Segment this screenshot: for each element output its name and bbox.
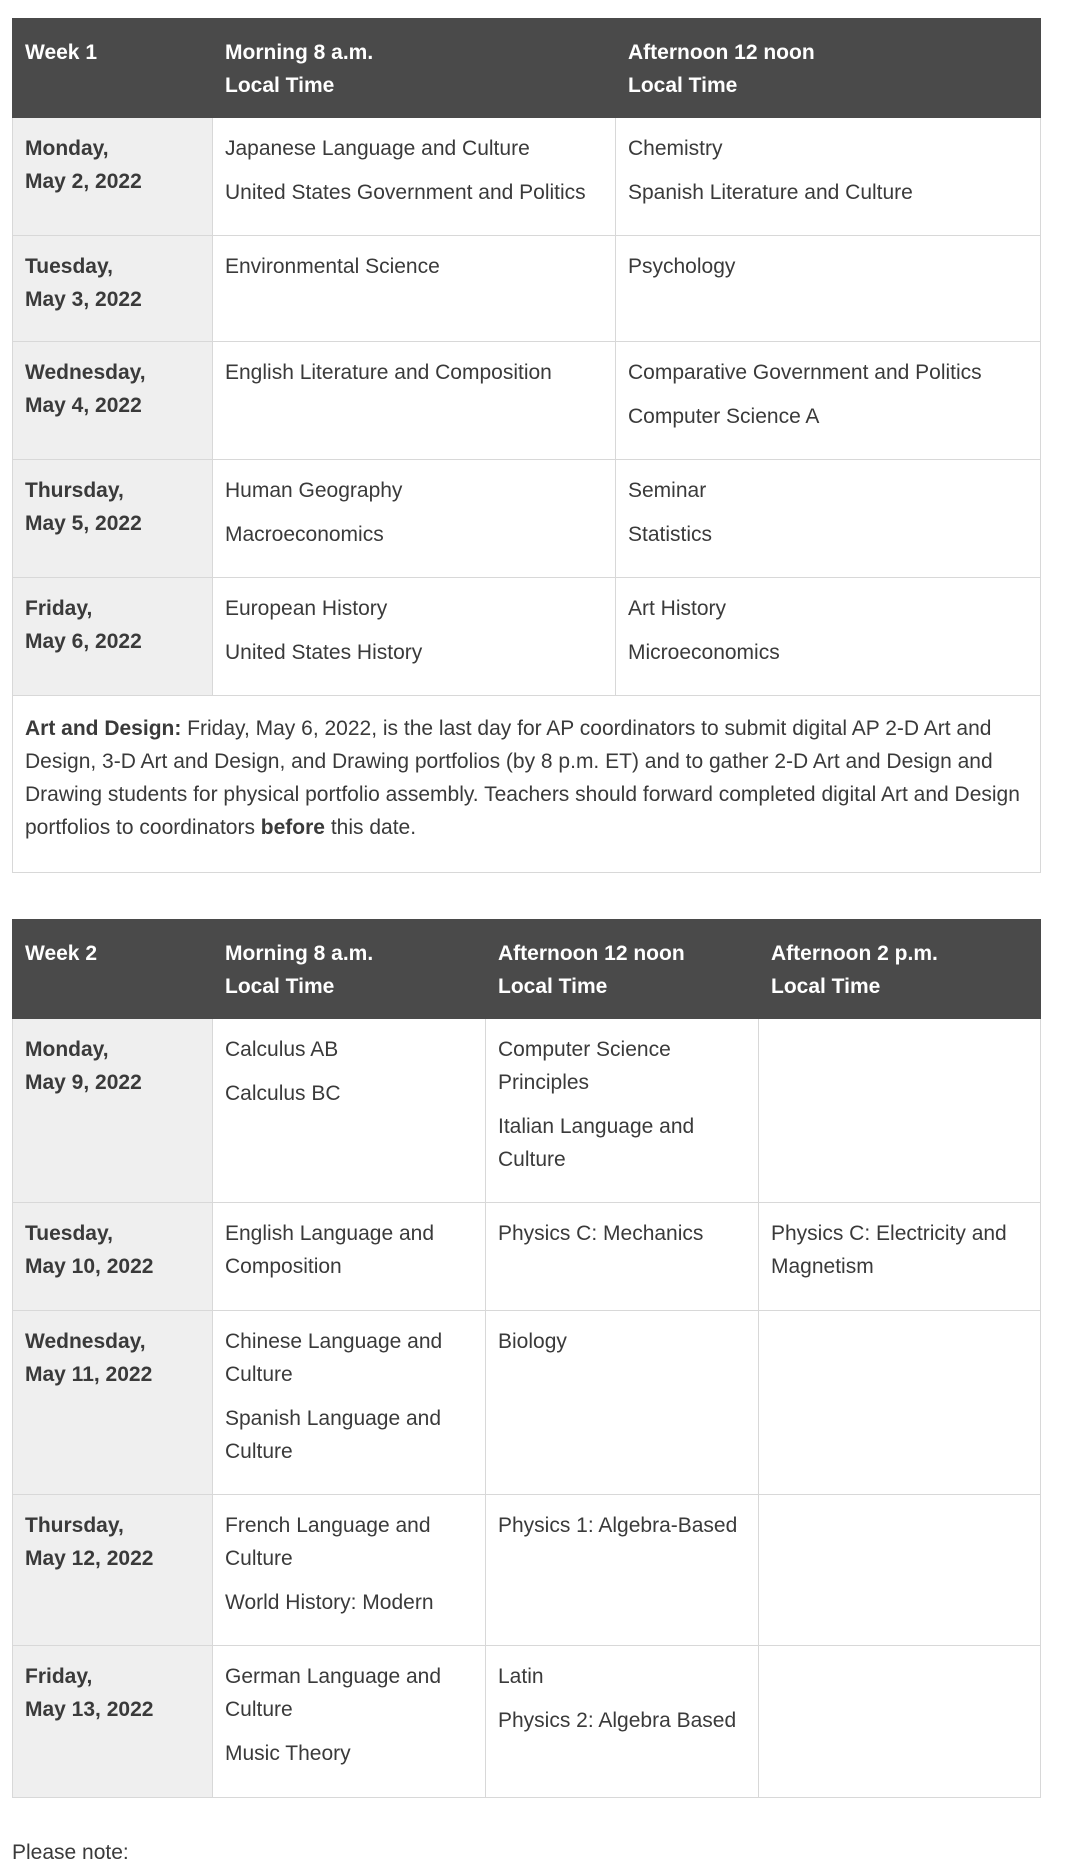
week2-header-row <box>13 920 1041 1019</box>
morning-cell: Human Geography Macroeconomics <box>213 460 616 578</box>
table-row <box>13 578 1041 696</box>
afternoon-cell: Seminar Statistics <box>616 460 1041 578</box>
week2-header-noon: Afternoon 12 noon Local Time <box>486 920 759 1019</box>
day-cell: Tuesday, May 10, 2022 <box>13 1203 213 1311</box>
two-pm-cell <box>759 1646 1041 1798</box>
two-pm-cell <box>759 1495 1041 1646</box>
day-cell: Thursday, May 12, 2022 <box>13 1495 213 1646</box>
afternoon-cell: Art History Microeconomics <box>616 578 1041 696</box>
day-cell: Monday, May 2, 2022 <box>13 118 213 236</box>
noon-cell: Computer Science Principles Italian Language and Culture <box>486 1019 759 1203</box>
two-pm-cell: Physics C: Electricity and Magnetism <box>759 1203 1041 1311</box>
table-row <box>13 1495 1041 1646</box>
table-row <box>13 1311 1041 1495</box>
week2-header-morning: Morning 8 a.m. Local Time <box>213 920 486 1019</box>
two-pm-cell <box>759 1311 1041 1495</box>
day-cell: Thursday, May 5, 2022 <box>13 460 213 578</box>
afternoon-cell: Chemistry Spanish Literature and Culture <box>616 118 1041 236</box>
noon-cell: Biology <box>486 1311 759 1495</box>
two-pm-cell <box>759 1019 1041 1203</box>
week2-header-two-pm: Afternoon 2 p.m. Local Time <box>759 920 1041 1019</box>
morning-cell: English Language and Composition <box>213 1203 486 1311</box>
day-cell: Wednesday, May 11, 2022 <box>13 1311 213 1495</box>
morning-cell: German Language and Culture Music Theory <box>213 1646 486 1798</box>
morning-cell: Chinese Language and Culture Spanish Language and Culture <box>213 1311 486 1495</box>
table-row <box>13 1203 1041 1311</box>
day-cell: Friday, May 6, 2022 <box>13 578 213 696</box>
noon-cell: Latin Physics 2: Algebra Based <box>486 1646 759 1798</box>
afternoon-cell: Psychology <box>616 236 1041 342</box>
table-row <box>13 460 1041 578</box>
morning-cell: French Language and Culture World History: Modern <box>213 1495 486 1646</box>
table-row <box>13 118 1041 236</box>
day-cell: Friday, May 13, 2022 <box>13 1646 213 1798</box>
week1-header-afternoon: Afternoon 12 noon Local Time <box>616 19 1041 118</box>
morning-cell: European History United States History <box>213 578 616 696</box>
week1-header-row <box>13 19 1041 118</box>
art-design-note-row <box>13 696 1041 873</box>
week2-header-week: Week 2 <box>13 920 213 1019</box>
morning-cell: Environmental Science <box>213 236 616 342</box>
table-row <box>13 342 1041 460</box>
week1-header-morning: Morning 8 a.m. Local Time <box>213 19 616 118</box>
week1-schedule-table <box>12 18 1041 873</box>
week1-header-week: Week 1 <box>13 19 213 118</box>
morning-cell: English Literature and Composition <box>213 342 616 460</box>
day-cell: Monday, May 9, 2022 <box>13 1019 213 1203</box>
art-design-note: Art and Design: Friday, May 6, 2022, is the last day for AP coordinators to submit digital AP 2-D Art and Design, 3-D Art and Design, and Drawing portfolios (by 8 p.m. ET) and to gather 2-D Art and Design and Drawing students for physical portfolio assembly. Teachers should forward completed digital Art and Design portfolios to coordinators before this date. <box>13 696 1041 873</box>
morning-cell: Japanese Language and Culture United States Government and Politics <box>213 118 616 236</box>
table-row <box>13 236 1041 342</box>
week2-schedule-table <box>12 919 1041 1798</box>
morning-cell: Calculus AB Calculus BC <box>213 1019 486 1203</box>
afternoon-cell: Comparative Government and Politics Computer Science A <box>616 342 1041 460</box>
day-cell: Wednesday, May 4, 2022 <box>13 342 213 460</box>
day-cell: Tuesday, May 3, 2022 <box>13 236 213 342</box>
please-note-text: Please note: <box>12 1841 129 1864</box>
table-row <box>13 1019 1041 1203</box>
noon-cell: Physics C: Mechanics <box>486 1203 759 1311</box>
noon-cell: Physics 1: Algebra-Based <box>486 1495 759 1646</box>
table-row <box>13 1646 1041 1798</box>
